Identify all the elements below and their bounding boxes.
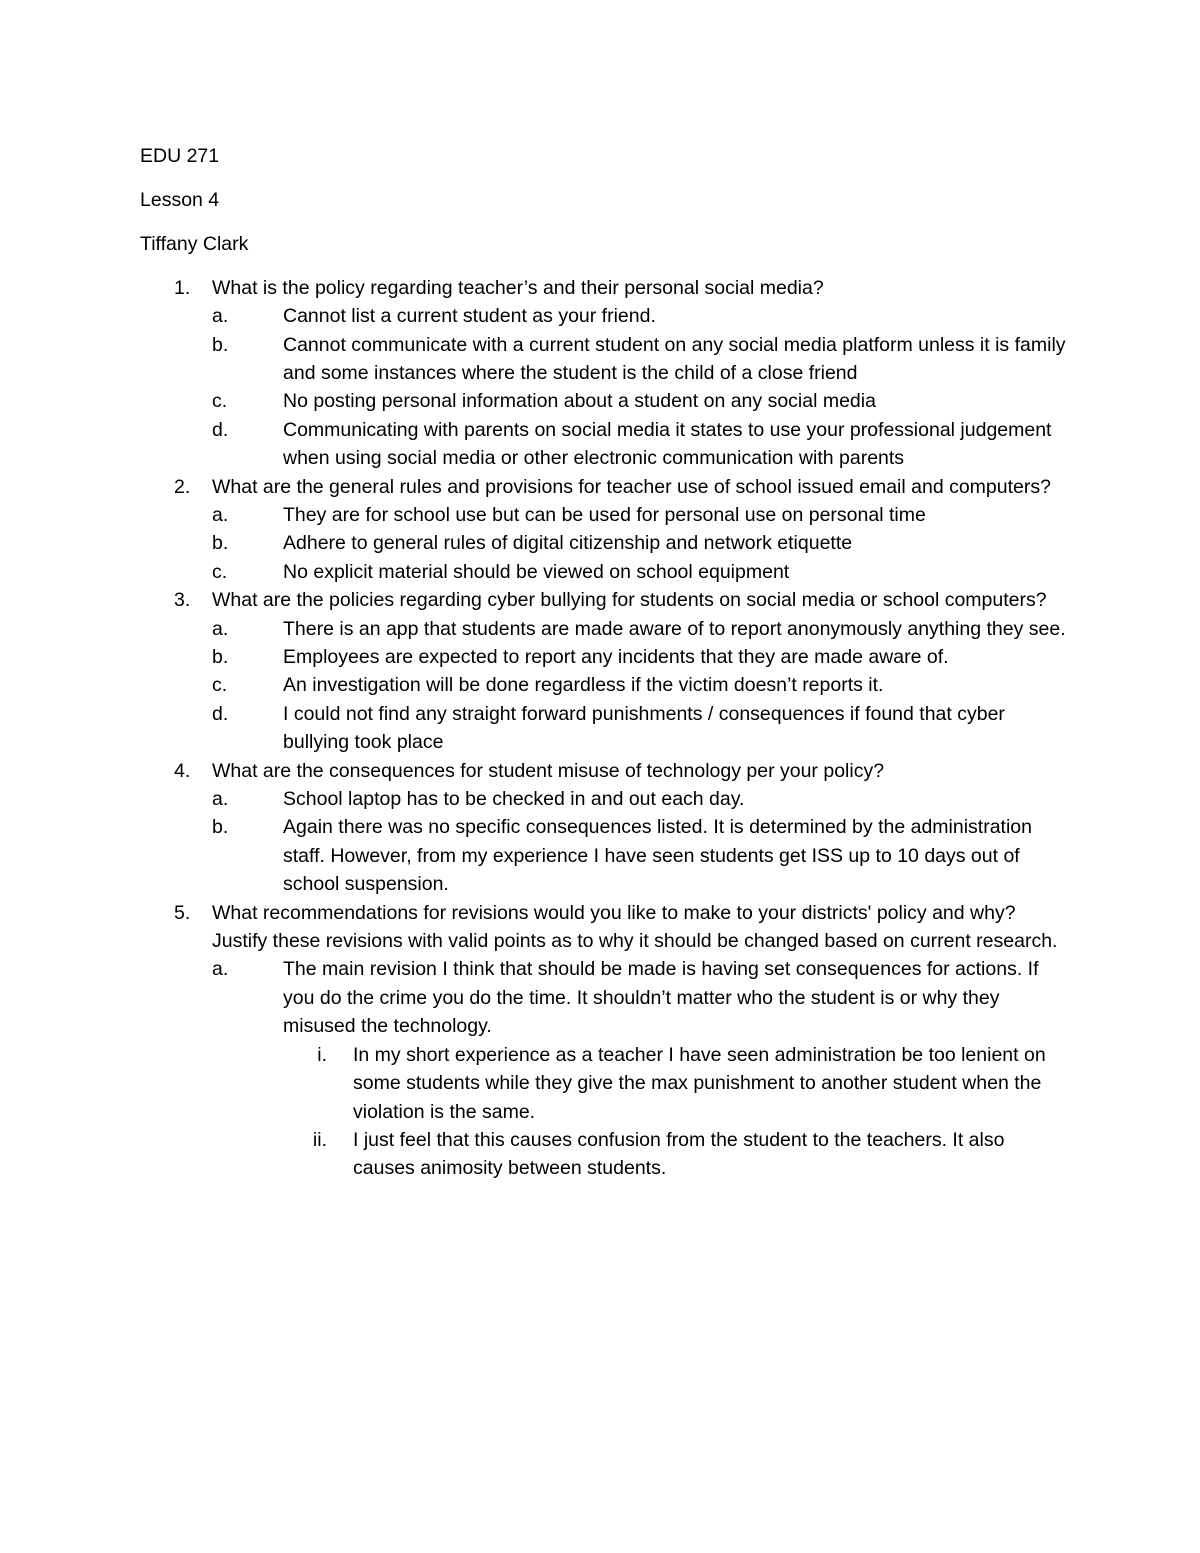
question-item (140, 899, 1070, 1183)
answer-item (212, 558, 1070, 586)
answer-text: The main revision I think that should be made is having set consequences for actions. If you do the crime you do the time. It shouldn’t matter who the student is or why they misused the technology. (283, 958, 1039, 1038)
answer-text: No explicit material should be viewed on school equipment (283, 560, 790, 583)
subanswer-item (283, 1041, 1070, 1126)
answer-text: School laptop has to be checked in and out each day. (283, 788, 745, 811)
question-item (140, 757, 1070, 899)
subanswer-text: I just feel that this causes confusion from the student to the teachers. It also causes animosity between students. (353, 1128, 1005, 1180)
answer-letter: a. (212, 788, 229, 811)
answer-item (212, 785, 1070, 813)
answer-text: They are for school use but can be used for personal use on personal time (283, 503, 926, 526)
question-number: 3. (174, 589, 191, 612)
answer-list (212, 615, 1070, 757)
answer-item (212, 529, 1070, 557)
answer-text: Communicating with parents on social media it states to use your professional judgement when using social media or other electronic communication with parents (283, 418, 1052, 470)
question-text: What are the consequences for student misuse of technology per your policy? (212, 759, 885, 782)
document-body (140, 142, 1070, 1183)
answer-item (212, 501, 1070, 529)
answer-text: Cannot list a current student as your friend. (283, 305, 656, 328)
course-title: EDU 271 (140, 145, 220, 167)
answer-letter: a. (212, 305, 229, 328)
answer-list (212, 785, 1070, 899)
answer-letter: b. (212, 333, 229, 356)
answer-text: No posting personal information about a student on any social media (283, 390, 876, 413)
question-text: What is the policy regarding teacher’s and their personal social media? (212, 276, 824, 299)
question-text: What are the policies regarding cyber bullying for students on social media or school computers? (212, 589, 1047, 612)
answer-text: There is an app that students are made aware of to report anonymously anything they see. (283, 617, 1066, 640)
answer-text: Cannot communicate with a current student on any social media platform unless it is family and some instances where the student is the child of a close friend (283, 333, 1066, 384)
answer-text: Again there was no specific consequences listed. It is determined by the administration staff. However, from my experience I have seen students get ISS up to 10 days out of school suspension. (283, 816, 1032, 896)
question-number: 2. (174, 475, 191, 498)
answer-item (212, 955, 1070, 1182)
answer-item (212, 813, 1070, 898)
subanswer-item (283, 1126, 1070, 1183)
answer-text: I could not find any straight forward punishments / consequences if found that cyber bullying took place (283, 702, 1005, 754)
answer-letter: a. (212, 958, 229, 981)
question-item (140, 274, 1070, 473)
question-item (140, 586, 1070, 756)
question-item (140, 473, 1070, 587)
answer-list (212, 955, 1070, 1182)
question-number: 4. (174, 759, 191, 782)
answer-item (212, 416, 1070, 473)
question-text: What are the general rules and provisions for teacher use of school issued email and computers? (212, 475, 1051, 498)
answer-item (212, 302, 1070, 330)
author-name: Tiffany Clark (140, 232, 249, 255)
question-text: What recommendations for revisions would you like to make to your districts' policy and why? Justify these revisions with valid points as to why it should be changed based on current research. (212, 901, 1058, 953)
answer-letter: b. (212, 532, 229, 555)
answer-letter: b. (212, 816, 229, 839)
answer-text: Employees are expected to report any incidents that they are made aware of. (283, 646, 949, 668)
answer-letter: c. (212, 560, 228, 583)
answer-letter: d. (212, 418, 229, 441)
answer-list (212, 501, 1070, 586)
subanswer-numeral: i. (317, 1043, 327, 1066)
answer-item (212, 615, 1070, 643)
answer-item (212, 387, 1070, 415)
answer-letter: c. (212, 390, 228, 413)
answer-item (212, 331, 1070, 388)
question-list (140, 274, 1070, 1183)
answer-letter: b. (212, 646, 229, 668)
answer-text: Adhere to general rules of digital citizenship and network etiquette (283, 532, 853, 555)
answer-item (212, 700, 1070, 757)
answer-item (212, 643, 1070, 671)
answer-letter: c. (212, 674, 228, 697)
answer-letter: a. (212, 503, 229, 526)
answer-text: An investigation will be done regardless if the victim doesn’t reports it. (283, 674, 884, 697)
answer-item (212, 671, 1070, 699)
lesson-title: Lesson 4 (140, 188, 220, 211)
answer-letter: d. (212, 702, 229, 725)
question-number: 1. (174, 276, 191, 299)
question-number: 5. (174, 901, 191, 924)
subanswer-numeral: ii. (312, 1128, 327, 1151)
subanswer-text: In my short experience as a teacher I have seen administration be too lenient on some students while they give the max punishment to another student when the violation is the same. (353, 1043, 1046, 1123)
answer-list (212, 302, 1070, 472)
answer-letter: a. (212, 617, 229, 640)
subanswer-list (283, 1041, 1070, 1183)
